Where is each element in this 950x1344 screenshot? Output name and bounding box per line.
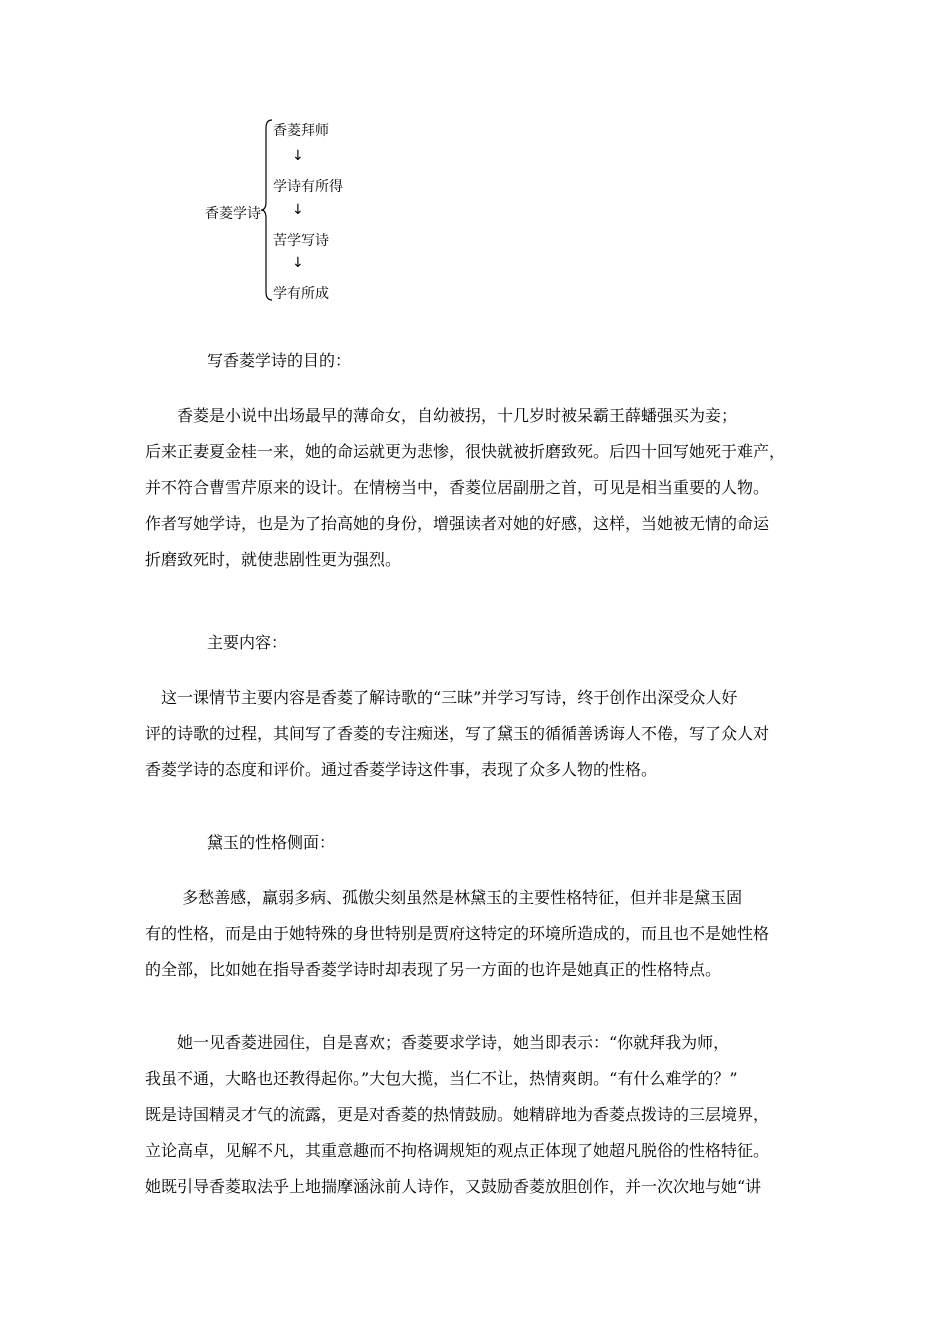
- paragraph-character: [145, 880, 805, 988]
- down-arrow-icon: ↓: [292, 255, 304, 271]
- text-line: 她一见香菱进园住，自是喜欢；香菱要求学诗，她当即表示：“你就拜我为师，: [145, 1033, 730, 1052]
- text-line: 立论高卓，见解不凡，其重意趣而不拘格调规矩的观点正体现了她超凡脱俗的性格特征。: [145, 1141, 770, 1160]
- diagram-step-1: 香菱拜师: [273, 123, 329, 139]
- text-line: 既是诗国精灵才气的流露，更是对香菱的热情鼓励。她精辟地为香菱点拨诗的三层境界，: [145, 1105, 770, 1124]
- section-heading-purpose: 写香菱学诗的目的：: [207, 351, 352, 370]
- diagram-step-3: 苦学写诗: [273, 233, 329, 249]
- learning-steps-diagram: [200, 118, 400, 308]
- diagram-step-2: 学诗有所得: [273, 179, 343, 195]
- down-arrow-icon: ↓: [292, 148, 304, 164]
- text-line: 后来正妻夏金桂一来，她的命运就更为悲惨，很快就被折磨致死。后四十回写她死于难产，: [145, 442, 786, 461]
- text-line: 香菱是小说中出场最早的薄命女，自幼被拐，十几岁时被呆霸王薛蟠强买为妾；: [145, 406, 738, 425]
- text-line: 作者写她学诗，也是为了抬高她的身份，增强读者对她的好感，这样，当她被无情的命运: [145, 514, 770, 533]
- paragraph-daiyu-teaching: [145, 1025, 805, 1205]
- brace-icon: [260, 118, 274, 302]
- text-line: 我虽不通，大略也还教得起你。”大包大揽，当仁不让，热情爽朗。“有什么难学的？”: [145, 1069, 738, 1088]
- text-line: 的全部，比如她在指导香菱学诗时却表现了另一方面的也许是她真正的性格特点。: [145, 960, 722, 979]
- text-line: 香菱学诗的态度和评价。通过香菱学诗这件事，表现了众多人物的性格。: [145, 760, 658, 779]
- down-arrow-icon: ↓: [292, 202, 304, 218]
- section-heading-character: 黛玉的性格侧面：: [207, 833, 336, 852]
- text-line: 有的性格，而是由于她特殊的身世特别是贾府这特定的环境所造成的，而且也不是她性格: [145, 924, 770, 943]
- text-line: 这一课情节主要内容是香菱了解诗歌的“三昧”并学习写诗，终于创作出深受众人好: [145, 688, 738, 707]
- text-line: 评的诗歌的过程，其间写了香菱的专注痴迷，写了黛玉的循循善诱诲人不倦，写了众人对: [145, 724, 770, 743]
- text-line: 多愁善感，羸弱多病、孤傲尖刻虽然是林黛玉的主要性格特征，但并非是黛玉固: [145, 888, 743, 907]
- paragraph-purpose: [145, 398, 805, 578]
- paragraph-content: [145, 680, 805, 788]
- text-line: 折磨致死时，就使悲剧性更为强烈。: [145, 550, 402, 569]
- diagram-root: 香菱学诗: [205, 206, 261, 222]
- section-heading-content: 主要内容：: [207, 633, 288, 652]
- diagram-step-4: 学有所成: [273, 286, 329, 302]
- text-line: 她既引导香菱取法乎上地揣摩涵泳前人诗作，又鼓励香菱放胆创作，并一次次地与她“讲: [145, 1177, 762, 1196]
- text-line: 并不符合曹雪芹原来的设计。在情榜当中，香菱位居副册之首，可见是相当重要的人物。: [145, 478, 770, 497]
